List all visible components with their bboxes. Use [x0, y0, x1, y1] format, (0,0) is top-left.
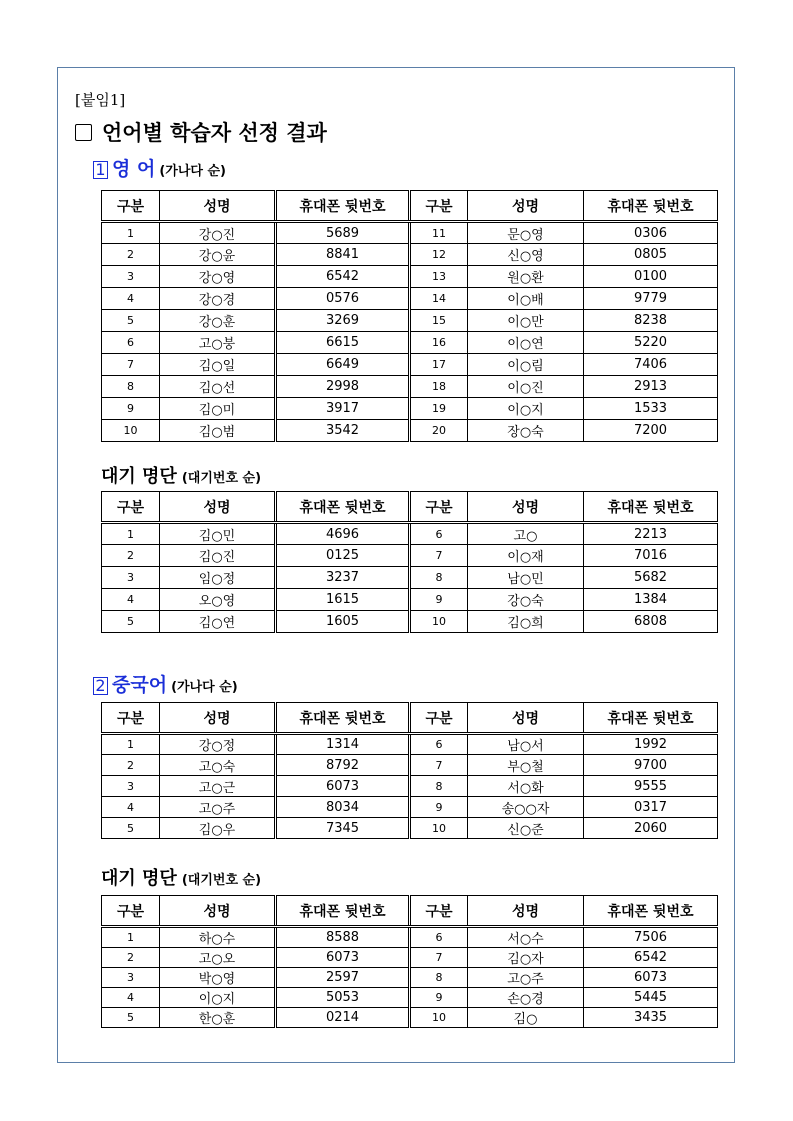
table-row	[102, 222, 718, 244]
table-row	[102, 523, 718, 545]
column-header: 휴대폰 뒷번호	[584, 703, 718, 734]
column-header: 구분	[102, 191, 160, 222]
name-cell: 김○미	[160, 398, 276, 420]
phone-suffix-cell: 3269	[276, 310, 410, 332]
name-cell: 이○만	[468, 310, 584, 332]
row-number: 8	[102, 376, 160, 398]
name-cell: 김○진	[160, 545, 276, 567]
chinese-selected-table	[101, 702, 718, 839]
row-number: 5	[102, 818, 160, 839]
row-number: 7	[410, 755, 468, 776]
column-header: 휴대폰 뒷번호	[584, 896, 718, 927]
name-cell: 손○경	[468, 988, 584, 1008]
column-header: 성명	[160, 492, 276, 523]
name-cell: 부○철	[468, 755, 584, 776]
table-header-row	[102, 191, 718, 222]
name-cell: 고○숙	[160, 755, 276, 776]
table-header-row	[102, 896, 718, 927]
phone-suffix-cell: 6542	[584, 948, 718, 968]
column-header: 구분	[410, 896, 468, 927]
table-row	[102, 376, 718, 398]
chinese-waitlist-table	[101, 895, 718, 1028]
phone-suffix-cell: 7200	[584, 420, 718, 442]
name-cell: 강○진	[160, 222, 276, 244]
attachment-label: [붙임1]	[75, 91, 126, 109]
row-number: 9	[410, 589, 468, 611]
name-cell: 이○진	[468, 376, 584, 398]
table-row	[102, 310, 718, 332]
phone-suffix-cell: 8238	[584, 310, 718, 332]
phone-suffix-cell: 3435	[584, 1008, 718, 1028]
row-number: 5	[102, 310, 160, 332]
row-number: 4	[102, 589, 160, 611]
row-number: 14	[410, 288, 468, 310]
name-cell: 고○	[468, 523, 584, 545]
phone-suffix-cell: 2213	[584, 523, 718, 545]
name-cell: 강○경	[160, 288, 276, 310]
name-cell: 김○선	[160, 376, 276, 398]
name-cell: 송○○자	[468, 797, 584, 818]
name-cell: 강○영	[160, 266, 276, 288]
column-header: 성명	[468, 492, 584, 523]
name-cell: 강○윤	[160, 244, 276, 266]
section-order-note: (가나다 순)	[159, 164, 226, 179]
phone-suffix-cell: 6542	[276, 266, 410, 288]
name-cell: 박○영	[160, 968, 276, 988]
row-number: 17	[410, 354, 468, 376]
row-number: 10	[410, 611, 468, 633]
phone-suffix-cell: 8841	[276, 244, 410, 266]
row-number: 2	[102, 755, 160, 776]
column-header: 휴대폰 뒷번호	[276, 896, 410, 927]
name-cell: 김○우	[160, 818, 276, 839]
row-number: 2	[102, 545, 160, 567]
name-cell: 이○연	[468, 332, 584, 354]
row-number: 4	[102, 797, 160, 818]
phone-suffix-cell: 0214	[276, 1008, 410, 1028]
phone-suffix-cell: 0576	[276, 288, 410, 310]
phone-suffix-cell: 8588	[276, 927, 410, 948]
section-english-title	[93, 154, 226, 181]
name-cell: 남○서	[468, 734, 584, 755]
table-row	[102, 266, 718, 288]
column-header: 구분	[410, 492, 468, 523]
phone-suffix-cell: 1605	[276, 611, 410, 633]
phone-suffix-cell: 6649	[276, 354, 410, 376]
row-number: 11	[410, 222, 468, 244]
name-cell: 임○정	[160, 567, 276, 589]
name-cell: 하○수	[160, 927, 276, 948]
row-number: 6	[102, 332, 160, 354]
phone-suffix-cell: 7016	[584, 545, 718, 567]
table-row	[102, 988, 718, 1008]
phone-suffix-cell: 0306	[584, 222, 718, 244]
row-number: 6	[410, 523, 468, 545]
phone-suffix-cell: 3917	[276, 398, 410, 420]
row-number: 3	[102, 968, 160, 988]
phone-suffix-cell: 8792	[276, 755, 410, 776]
row-number: 1	[102, 734, 160, 755]
row-number: 6	[410, 927, 468, 948]
name-cell: 강○숙	[468, 589, 584, 611]
column-header: 휴대폰 뒷번호	[276, 492, 410, 523]
row-number: 1	[102, 523, 160, 545]
row-number: 2	[102, 244, 160, 266]
row-number: 16	[410, 332, 468, 354]
row-number: 9	[410, 797, 468, 818]
name-cell: 이○지	[468, 398, 584, 420]
table-row	[102, 244, 718, 266]
phone-suffix-cell: 6073	[276, 948, 410, 968]
column-header: 구분	[102, 896, 160, 927]
name-cell: 한○훈	[160, 1008, 276, 1028]
column-header: 휴대폰 뒷번호	[276, 703, 410, 734]
phone-suffix-cell: 1533	[584, 398, 718, 420]
phone-suffix-cell: 1384	[584, 589, 718, 611]
column-header: 성명	[160, 703, 276, 734]
table-row	[102, 398, 718, 420]
english-selected-table	[101, 190, 718, 442]
waitlist-note: (대기번호 순)	[181, 873, 262, 888]
phone-suffix-cell: 0317	[584, 797, 718, 818]
phone-suffix-cell: 8034	[276, 797, 410, 818]
row-number: 9	[102, 398, 160, 420]
phone-suffix-cell: 4696	[276, 523, 410, 545]
column-header: 구분	[410, 703, 468, 734]
table-row	[102, 818, 718, 839]
table-row	[102, 968, 718, 988]
name-cell: 김○연	[160, 611, 276, 633]
name-cell: 김○자	[468, 948, 584, 968]
name-cell: 김○일	[160, 354, 276, 376]
row-number: 10	[410, 818, 468, 839]
name-cell: 서○화	[468, 776, 584, 797]
row-number: 5	[102, 611, 160, 633]
name-cell: 이○지	[160, 988, 276, 1008]
phone-suffix-cell: 9700	[584, 755, 718, 776]
column-header: 성명	[468, 191, 584, 222]
phone-suffix-cell: 6615	[276, 332, 410, 354]
section-number: 2	[93, 677, 108, 695]
name-cell: 이○재	[468, 545, 584, 567]
name-cell: 이○배	[468, 288, 584, 310]
phone-suffix-cell: 6808	[584, 611, 718, 633]
phone-suffix-cell: 2060	[584, 818, 718, 839]
table-row	[102, 545, 718, 567]
table-row	[102, 776, 718, 797]
section-order-note: (가나다 순)	[171, 680, 238, 695]
section-language: 중국어	[112, 674, 168, 696]
row-number: 8	[410, 968, 468, 988]
column-header: 구분	[102, 492, 160, 523]
name-cell: 고○주	[160, 797, 276, 818]
row-number: 4	[102, 988, 160, 1008]
phone-suffix-cell: 1314	[276, 734, 410, 755]
table-row	[102, 948, 718, 968]
phone-suffix-cell: 2597	[276, 968, 410, 988]
row-number: 5	[102, 1008, 160, 1028]
table-row	[102, 755, 718, 776]
phone-suffix-cell: 5053	[276, 988, 410, 1008]
name-cell: 강○정	[160, 734, 276, 755]
phone-suffix-cell: 5220	[584, 332, 718, 354]
row-number: 19	[410, 398, 468, 420]
column-header: 구분	[410, 191, 468, 222]
column-header: 구분	[102, 703, 160, 734]
row-number: 13	[410, 266, 468, 288]
column-header: 성명	[160, 191, 276, 222]
table-row	[102, 1008, 718, 1028]
phone-suffix-cell: 0805	[584, 244, 718, 266]
waitlist-title: 대기 명단	[101, 868, 177, 889]
row-number: 10	[410, 1008, 468, 1028]
name-cell: 고○근	[160, 776, 276, 797]
table-row	[102, 420, 718, 442]
phone-suffix-cell: 7406	[584, 354, 718, 376]
name-cell: 고○주	[468, 968, 584, 988]
chinese-waitlist-title	[101, 864, 261, 890]
phone-suffix-cell: 6073	[584, 968, 718, 988]
phone-suffix-cell: 0100	[584, 266, 718, 288]
table-row	[102, 354, 718, 376]
table-row	[102, 567, 718, 589]
phone-suffix-cell: 1992	[584, 734, 718, 755]
row-number: 3	[102, 567, 160, 589]
name-cell: 이○림	[468, 354, 584, 376]
name-cell: 김○범	[160, 420, 276, 442]
phone-suffix-cell: 6073	[276, 776, 410, 797]
phone-suffix-cell: 3237	[276, 567, 410, 589]
name-cell: 오○영	[160, 589, 276, 611]
column-header: 휴대폰 뒷번호	[584, 191, 718, 222]
name-cell: 강○훈	[160, 310, 276, 332]
main-title-text: 언어별 학습자 선정 결과	[102, 121, 327, 145]
table-row	[102, 611, 718, 633]
table-row	[102, 332, 718, 354]
row-number: 7	[410, 948, 468, 968]
name-cell: 김○민	[160, 523, 276, 545]
row-number: 4	[102, 288, 160, 310]
row-number: 3	[102, 776, 160, 797]
column-header: 성명	[160, 896, 276, 927]
section-chinese-title	[93, 670, 238, 697]
row-number: 1	[102, 222, 160, 244]
name-cell: 김○희	[468, 611, 584, 633]
phone-suffix-cell: 5445	[584, 988, 718, 1008]
phone-suffix-cell: 7345	[276, 818, 410, 839]
row-number: 1	[102, 927, 160, 948]
main-title	[75, 117, 327, 147]
table-row	[102, 288, 718, 310]
row-number: 8	[410, 567, 468, 589]
section-number: 1	[93, 161, 108, 179]
phone-suffix-cell: 3542	[276, 420, 410, 442]
section-language: 영 어	[112, 158, 156, 180]
column-header: 휴대폰 뒷번호	[584, 492, 718, 523]
phone-suffix-cell: 7506	[584, 927, 718, 948]
row-number: 18	[410, 376, 468, 398]
phone-suffix-cell: 0125	[276, 545, 410, 567]
table-row	[102, 927, 718, 948]
row-number: 9	[410, 988, 468, 1008]
phone-suffix-cell: 9555	[584, 776, 718, 797]
phone-suffix-cell: 2913	[584, 376, 718, 398]
name-cell: 김○	[468, 1008, 584, 1028]
name-cell: 고○오	[160, 948, 276, 968]
waitlist-note: (대기번호 순)	[181, 471, 262, 486]
row-number: 2	[102, 948, 160, 968]
english-waitlist-title	[101, 462, 261, 488]
name-cell: 신○영	[468, 244, 584, 266]
name-cell: 신○준	[468, 818, 584, 839]
row-number: 7	[102, 354, 160, 376]
phone-suffix-cell: 2998	[276, 376, 410, 398]
table-header-row	[102, 703, 718, 734]
phone-suffix-cell: 5682	[584, 567, 718, 589]
name-cell: 장○숙	[468, 420, 584, 442]
row-number: 7	[410, 545, 468, 567]
phone-suffix-cell: 9779	[584, 288, 718, 310]
row-number: 8	[410, 776, 468, 797]
table-row	[102, 589, 718, 611]
phone-suffix-cell: 1615	[276, 589, 410, 611]
name-cell: 고○붕	[160, 332, 276, 354]
column-header: 성명	[468, 703, 584, 734]
name-cell: 원○환	[468, 266, 584, 288]
row-number: 3	[102, 266, 160, 288]
name-cell: 서○수	[468, 927, 584, 948]
row-number: 15	[410, 310, 468, 332]
table-row	[102, 734, 718, 755]
row-number: 20	[410, 420, 468, 442]
row-number: 12	[410, 244, 468, 266]
row-number: 6	[410, 734, 468, 755]
table-row	[102, 797, 718, 818]
english-waitlist-table	[101, 491, 718, 633]
name-cell: 남○민	[468, 567, 584, 589]
row-number: 10	[102, 420, 160, 442]
phone-suffix-cell: 5689	[276, 222, 410, 244]
column-header: 성명	[468, 896, 584, 927]
column-header: 휴대폰 뒷번호	[276, 191, 410, 222]
name-cell: 문○영	[468, 222, 584, 244]
waitlist-title: 대기 명단	[101, 466, 177, 487]
checkbox-square-icon	[75, 124, 92, 141]
table-header-row	[102, 492, 718, 523]
